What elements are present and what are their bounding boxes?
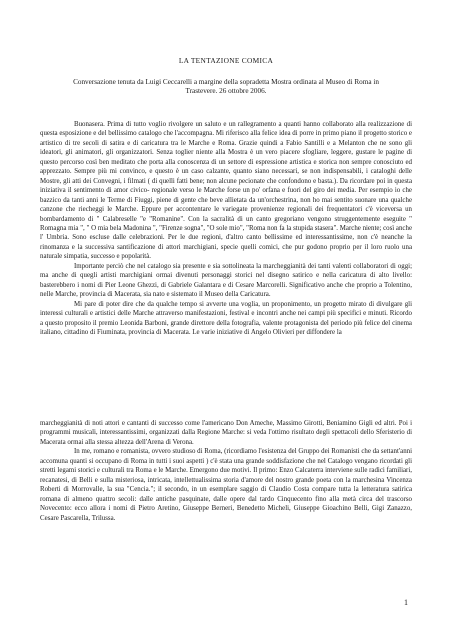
paragraph: marcheggianità di noti attori e cantanti di successo come l'americano Don Ameche, Massimo Girotti, Beniamino Gigli ed altri. Poi i programmi musicali, interessantissimi, organizzati dalla Regione Marche: si veda l'ottimo risultato degli spettacoli dello Sferisterio di Macerata ormai alla stessa altezza dell'Arena di Verona. (40, 420, 412, 446)
paragraph: In me, romano e romanista, ovvero studioso di Roma, (ricordiamo l'esistenza del Gruppo dei Romanisti che da settant'anni accomuna quanti si occupano di Roma in tutti i suoi aspetti ) c'è stata una grande soddisfazione che nel Catalogo vengano ricordati gli stretti legami storici e culturali tra Roma e le Marche. Emergono due motivi. Il primo: Enzo Calcaterra interviene sulle radici familiari, recanatesi, di Belli e sulla misteriosa, intricata, intellettualissima storia d'amore del nostro grande poeta con la marchesina Vincenza Roberti di Morrovalle, la sua "Cencia."; il secondo, in un esemplare saggio di Claudio Costa compare tutta la letteratura satirica romana di almeno quattro secoli: dalle antiche pasquinate, dalle opere dal tardo Cinquecento fino alla metà circa del trascorso Novecento: ecco allora i nomi di Pietro Aretino, Giuseppe Berneri, Benedetto Micheli, Giuseppe Gioachino Belli, Gigi Zanazzo, Cesare Pascarella, Trilussa. (40, 448, 412, 522)
paragraph: Importante perciò che nel catalogo sia presente e sia sottolineata la marcheggianità dei tanti valenti collaboratori di oggi; ma anche di quegli artisti marchigiani ormai divenuti personaggi storici nel disegno satirico e nella caricatura di alto livello: basterebbero i nomi di Pier Leone Ghezzi, di Gabriele Galantara e di Cesare Marcorelli. Significativo anche che proprio a Tolentino, nelle Marche, provincia di Macerata, sia nato e sistemato il Museo della Caricatura. (40, 262, 412, 299)
document-title: LA TENTAZIONE COMICA (178, 56, 274, 65)
paragraph: Buonasera. Prima di tutto voglio rivolgere un saluto e un rallegramento a quanti hanno collaborato alla realizzazione di questa esposizione e del bellissimo catalogo che l'accompagna. Mi riferisco alla felice idea di porre in primo piano il progetto storico e artistico di tre secoli di satira e di caricatura tra le Marche e Roma. Grazie quindi a Fabio Santilli e a Melanton che ne sono gli ideatori, gli animatori, gli organizzatori. Senza toglier niente alla Mostra è un vero piacere sfogliare, leggere, gustare le pagine di questo percorso così ben meditato che porta alla conoscenza di un settore di espressione artistica e storica non sempre conosciuto ed apprezzato. Sempre più mi convinco, e questo è un caso calzante, quanto siano necessari, se non indispensabili, i cataloghi delle Mostre, gli atti dei Convegni, i filmati ( di quelli fatti bene; non alcune pecionate che confondono e basta.). Da ricordare poi in questa iniziativa il sentimento di amor civico- regionale verso le Marche forse un po' orfana e fuori del giro dei media. Per esempio io che bazzico da tanti anni le Terme di Fiuggi, piene di gente che beve allietata da un'orchestrina, non ho mai sentito suonare una qualche canzone che riecheggi le Marche. Eppure per accontentare le variegate provenienze regionali dei frequentatori c'è viceversa un bombardamento di " Calabreselle "e "Romanine". Con la sacralità di un canto gregoriano vengono struggentemente eseguite " Romagna mia ", " O mia bela Madonina ", "Firenze sogna", "O sole mio", "Roma non fa la stupida stasera". Marche niente; così anche l' Umbria. Sono escluse dalle celebrazioni. Per le due regioni, d'altro canto bellissime ed interessantissime, non c'è neanche la rinomanza e la successiva santificazione di attori marchigiani, specie quelli comici, che pur godono proprio per il loro ruolo una naturale simpatia, successo e popolarità. (40, 121, 412, 261)
document-subtitle: Conversazione tenuta da Luigi Ceccarelli a margine della sopradetta Mostra ordinata al Museo di Roma in Trastevere. 26 ottobre 2006. (73, 78, 379, 95)
text-block-2 (40, 419, 412, 523)
paragraph: Mi pare di poter dire che da qualche tempo si avverte una voglia, un proponimento, un progetto mirato di divulgare gli interessi culturali e artistici delle Marche attraverso manifestazioni, festival e incontri anche nei campi più specifici e minuti. Ricordo a questo proposito il premio Leonida Barboni, grande direttore della fotografia, valente protagonista del periodo più felice del cinema italiano, cittadino di Fiuminata, provincia di Macerata. Le varie iniziative di Angelo Olivieri per diffondere la (40, 300, 412, 336)
page-number: 1 (404, 598, 408, 607)
text-block-1 (40, 120, 412, 337)
